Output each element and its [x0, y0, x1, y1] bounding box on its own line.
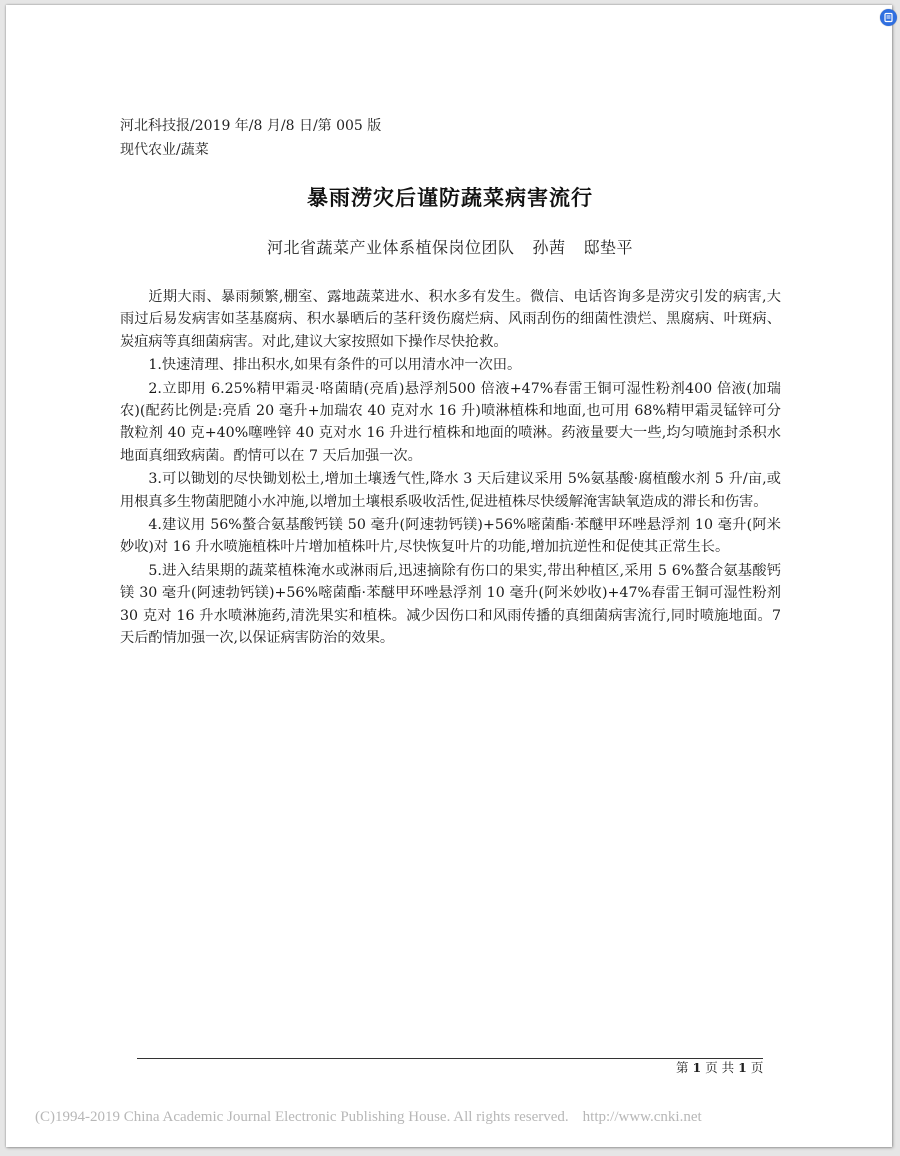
publication-category: 现代农业/蔬菜: [120, 142, 209, 158]
page-number-prefix: 第: [676, 1060, 689, 1075]
copyright-notice: (C)1994-2019 China Academic Journal Electronic Publishing House. All rights reserved.: [35, 1109, 569, 1125]
article-body: [120, 286, 781, 651]
article-title: 暴雨涝灾后谨防蔬菜病害流行: [307, 185, 593, 210]
page-number: [676, 1059, 763, 1077]
document-icon: [883, 12, 894, 23]
body-paragraph: 2.立即用 6.25%精甲霜灵·咯菌睛(亮盾)悬浮剂500 倍液+47%春雷王铜可湿性粉剂400 倍液(加瑞农)(配药比例是:亮盾 20 毫升+加瑞农 40 克对水 16 升)喷淋植株和地面,也可用 68%精甲霜灵锰锌可分散粒剂 40 克+40%噻唑锌 40 克对水 16 升进行植株和地面的喷淋。药液量要大一些,均匀喷施封杀积水地面真细致病菌。酌情可以在 7 天后加强一次。: [120, 380, 781, 464]
body-paragraph: 4.建议用 56%螯合氨基酸钙镁 50 毫升(阿速勃钙镁)+56%嘧菌酯·苯醚甲环唑悬浮剂 10 毫升(阿米妙收)对 16 升水喷施植株叶片增加植株叶片,尽快恢复叶片的功能,增加抗逆性和促使其正常生长。: [120, 517, 781, 556]
page-number-current: 1: [692, 1060, 702, 1075]
body-paragraph: 5.进入结果期的蔬菜植株淹水或淋雨后,迅速摘除有伤口的果实,带出种植区,采用 5 6%螯合氨基酸钙镁 30 毫升(阿速勃钙镁)+56%嘧菌酯·苯醚甲环唑悬浮剂 10 毫升(阿米妙收)+47%春雷王铜可湿性粉剂 30 克对 16 升水喷淋施药,清洗果实和植株。减少因伤口和风雨传播的真细菌病害流行,同时喷施地面。7 天后酌情加强一次,以保证病害防治的效果。: [120, 562, 781, 647]
article-byline: [0, 236, 900, 260]
page-number-suffix: 页: [750, 1060, 764, 1075]
page-number-middle: 页 共: [705, 1060, 735, 1075]
footer-divider: [137, 1058, 763, 1059]
author-name: 孙茜: [532, 238, 566, 257]
publication-source: 河北科技报/2019 年/8 月/8 日/第 005 版: [120, 118, 382, 134]
page-number-total: 1: [738, 1060, 747, 1075]
body-paragraph: 近期大雨、暴雨频繁,棚室、露地蔬菜进水、积水多有发生。微信、电话咨询多是涝灾引发的病害,大雨过后易发病害如茎基腐病、积水暴晒后的茎秆烫伤腐烂病、风雨刮伤的细菌性溃烂、黑腐病、叶斑病、炭疽病等真细菌病害。对此,建议大家按照如下操作尽快抢救。: [120, 289, 781, 350]
viewer-badge-icon[interactable]: [880, 9, 897, 26]
author-organization: 河北省蔬菜产业体系植保岗位团队: [266, 238, 515, 257]
copyright-url: http://www.cnki.net: [582, 1109, 702, 1125]
copyright-watermark: [35, 1107, 702, 1127]
body-paragraph: 1.快速清理、排出积水,如果有条件的可以用清水冲一次田。: [148, 357, 522, 374]
author-name: 邸垫平: [583, 238, 634, 257]
body-paragraph: 3.可以锄划的尽快锄划松土,增加土壤透气性,降水 3 天后建议采用 5%氨基酸·腐植酸水剂 5 升/亩,或用根真多生物菌肥随小水冲施,以增加土壤根系吸收活性,促进植株尽快缓解淹害缺氧造成的滞长和伤害。: [120, 471, 781, 510]
